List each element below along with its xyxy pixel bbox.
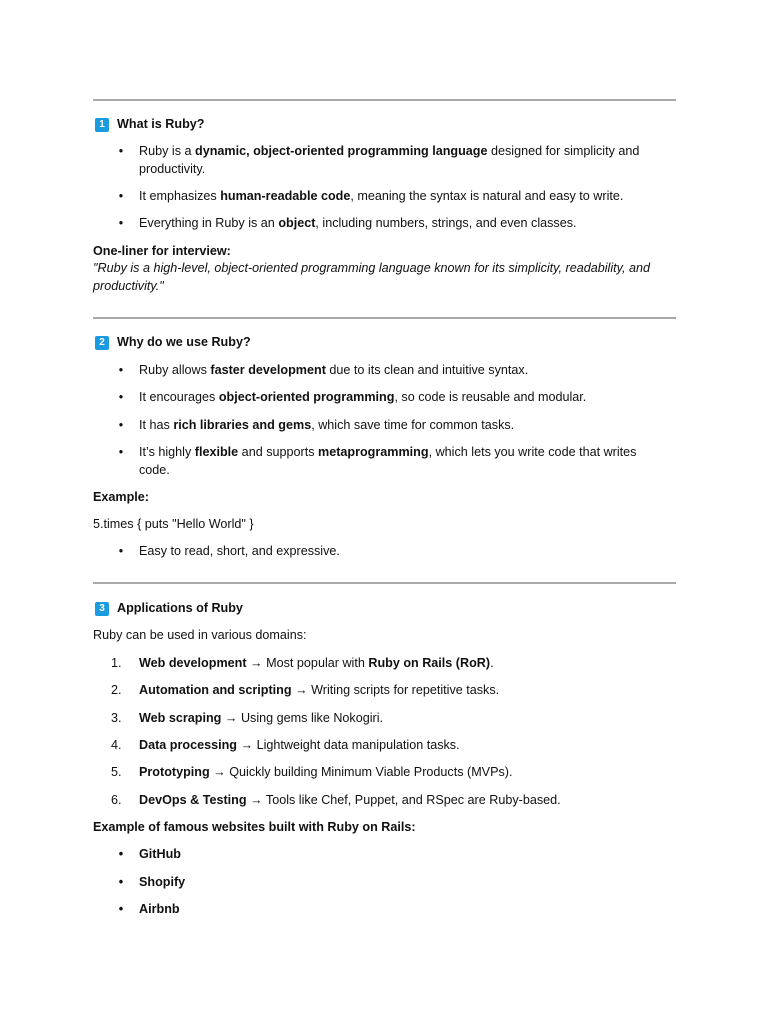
section-title: Why do we use Ruby? (117, 335, 251, 349)
list-item (93, 874, 653, 892)
number-2-badge-icon: 2 (95, 336, 109, 350)
text: It has (139, 418, 174, 432)
text: , including numbers, strings, and even classes. (315, 216, 577, 230)
bold-text: Prototyping (139, 765, 210, 779)
text: designed for simplicity and productivity. (139, 144, 640, 176)
bullet-icon: • (118, 363, 124, 377)
item-number: 5. (111, 765, 122, 779)
text: , which lets you write code that writes code. (139, 445, 637, 477)
website-name: GitHub (139, 847, 181, 861)
bold-text: flexible (194, 445, 239, 459)
numbered-item (93, 764, 653, 782)
text: → Quickly building Minimum Viable Products (MVPs). (209, 765, 513, 779)
bold-text: dynamic, object-oriented programming language (195, 144, 488, 158)
bold-text: Data processing (139, 738, 237, 752)
text: Everything in Ruby is an (139, 216, 279, 230)
text: It’s highly (139, 445, 195, 459)
bold-text: metaprogramming (318, 445, 429, 459)
item-number: 4. (111, 738, 122, 752)
text: → Using gems like Nokogiri. (221, 711, 384, 725)
section-heading-1 (93, 116, 676, 134)
bold-text: rich libraries and gems (173, 418, 312, 432)
bold-text: human-readable code (220, 189, 351, 203)
website-name: Shopify (139, 875, 186, 889)
item-number: 1. (111, 656, 122, 670)
section-heading-3 (93, 600, 676, 618)
text: → Most popular with (246, 656, 369, 670)
numbered-item (93, 682, 653, 700)
website-name: Airbnb (139, 902, 180, 916)
section-title: What is Ruby? (117, 117, 205, 131)
list-item (93, 417, 653, 435)
text: . (490, 656, 494, 670)
list-item (93, 901, 653, 919)
text: It emphasizes (139, 189, 221, 203)
bold-text: Automation and scripting (139, 683, 292, 697)
oneliner-quote: "Ruby is a high-level, object-oriented programming language known for its simplicity, readability, and productivity." (93, 261, 651, 293)
bullet-icon: • (118, 216, 124, 230)
text: and supports (238, 445, 318, 459)
bold-text: Ruby on Rails (RoR) (368, 656, 491, 670)
numbered-item (93, 792, 653, 810)
oneliner-label: One-liner for interview: (93, 244, 231, 258)
websites-label: Example of famous websites built with Ruby on Rails: (93, 820, 416, 834)
bullet-icon: • (118, 902, 124, 916)
example-label: Example: (93, 490, 149, 504)
bullet-icon: • (118, 144, 124, 158)
list-item (93, 188, 653, 206)
text: It encourages (139, 390, 219, 404)
list-item (93, 143, 653, 178)
text: , meaning the syntax is natural and easy to write. (350, 189, 624, 203)
bullet-icon: • (118, 390, 124, 404)
bullet-icon: • (118, 875, 124, 889)
bold-text: object-oriented programming (218, 390, 395, 404)
numbered-item (93, 710, 653, 728)
bullet-icon: • (118, 445, 124, 459)
numbered-item (93, 737, 653, 755)
list-item (93, 362, 653, 380)
text: Ruby allows (139, 363, 211, 377)
applications-intro: Ruby can be used in various domains: (93, 628, 307, 642)
bullet-icon: • (118, 847, 124, 861)
item-number: 6. (111, 793, 122, 807)
text: , so code is reusable and modular. (394, 390, 587, 404)
section-heading-2 (93, 334, 676, 352)
bullet-icon: • (118, 544, 124, 558)
list-item (93, 215, 653, 233)
list-item (93, 846, 653, 864)
section-divider (93, 582, 676, 584)
text: Easy to read, short, and expressive. (139, 544, 340, 558)
section-divider (93, 317, 676, 319)
list-item (93, 543, 653, 561)
bold-text: faster development (210, 363, 326, 377)
text: → Writing scripts for repetitive tasks. (291, 683, 500, 697)
section-title: Applications of Ruby (117, 601, 243, 615)
item-number: 2. (111, 683, 122, 697)
number-1-badge-icon: 1 (95, 118, 109, 132)
numbered-item (93, 655, 653, 673)
bullet-icon: • (118, 418, 124, 432)
list-item (93, 444, 653, 479)
bullet-icon: • (118, 189, 124, 203)
list-item (93, 389, 653, 407)
item-number: 3. (111, 711, 122, 725)
text: → Lightweight data manipulation tasks. (236, 738, 460, 752)
text: Ruby is a (139, 144, 195, 158)
text: due to its clean and intuitive syntax. (325, 363, 529, 377)
text: → Tools like Chef, Puppet, and RSpec are Ruby-based. (246, 793, 561, 807)
number-3-badge-icon: 3 (95, 602, 109, 616)
bold-text: DevOps & Testing (139, 793, 247, 807)
example-code: 5.times { puts "Hello World" } (93, 517, 254, 531)
text: , which save time for common tasks. (311, 418, 515, 432)
section-divider (93, 99, 676, 101)
bold-text: Web scraping (139, 711, 222, 725)
bold-text: object (278, 216, 316, 230)
bold-text: Web development (139, 656, 247, 670)
